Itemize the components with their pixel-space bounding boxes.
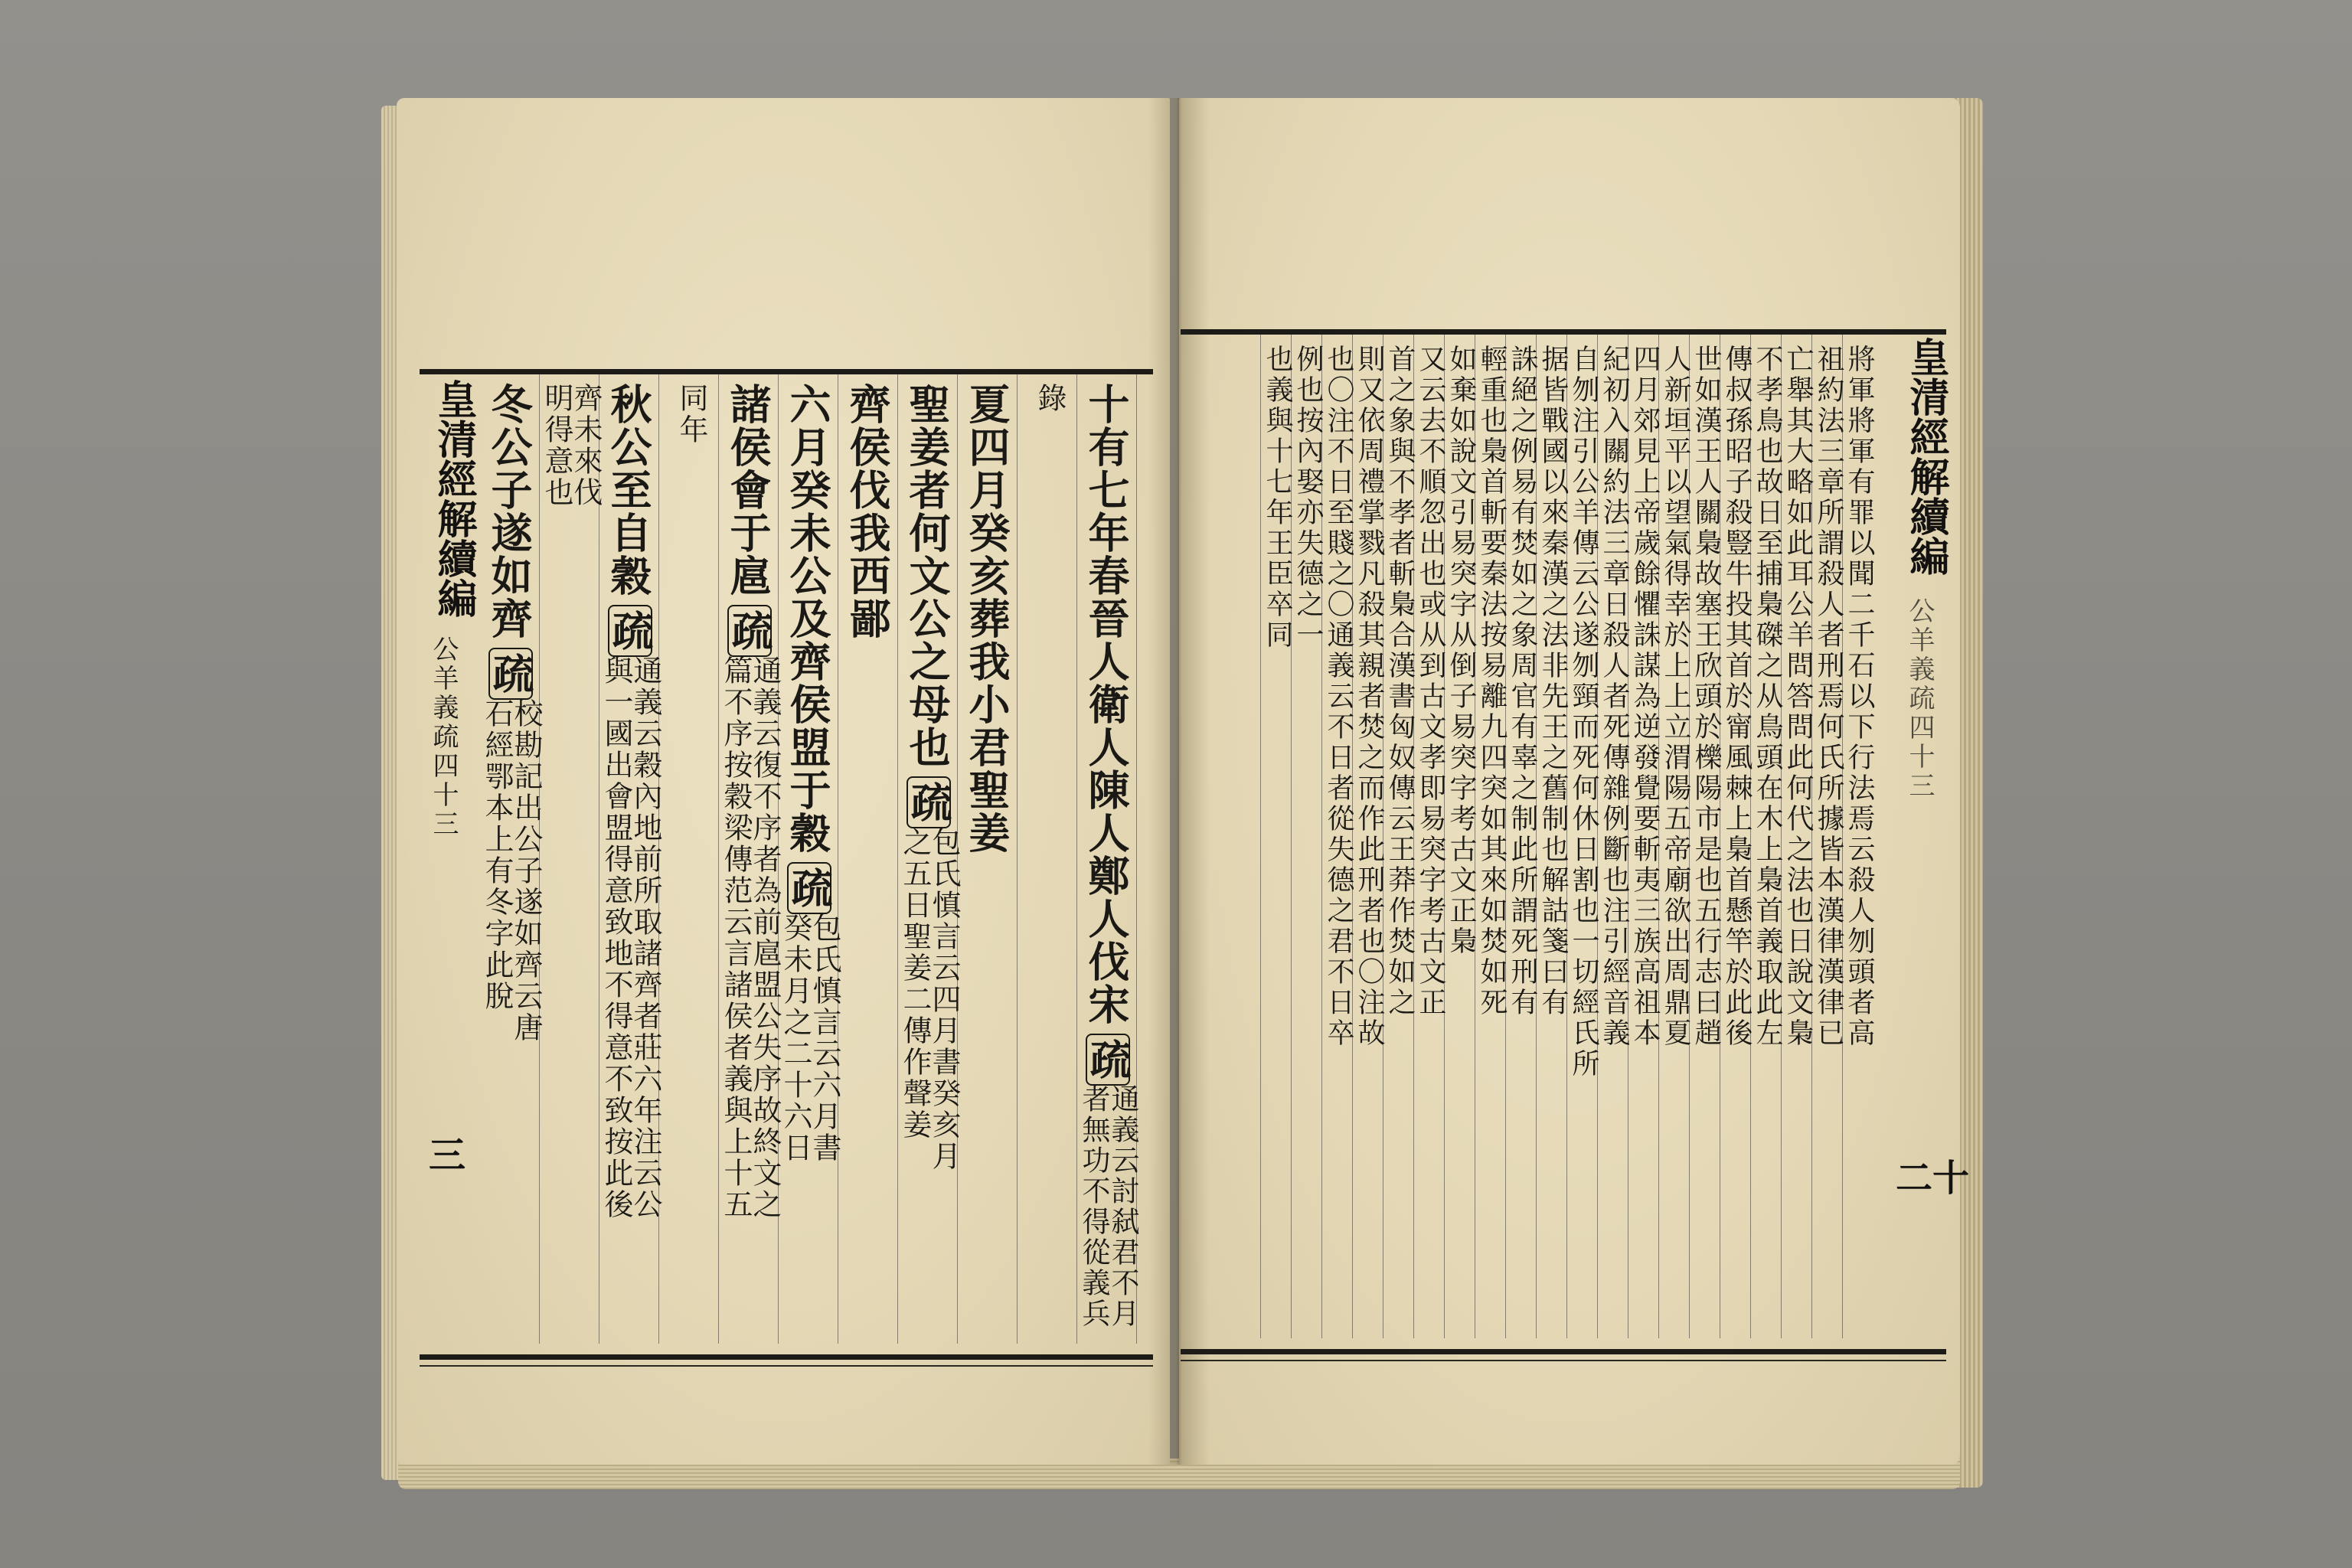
commentary-text: 之五日聖姜二傳作聲姜 <box>898 827 932 1141</box>
commentary-text-column: 也義與十七年王臣卒同 <box>1262 345 1293 651</box>
commentary-text: 石經鄂本上有冬字此脫 <box>480 698 514 1012</box>
main-text-column: 諸侯會于扈 <box>724 383 773 597</box>
commentary-text-column: 如棄如說文引易突字从倒子易突字考古文正梟 <box>1446 345 1477 957</box>
commentary-marker <box>727 602 772 660</box>
column-rule <box>1017 374 1018 1344</box>
commentary-text-column: 据皆戰國以來秦漢之法非先王之舊制也解詁箋曰有 <box>1537 345 1569 1018</box>
main-text-column: 秋公至自穀 <box>604 383 653 597</box>
main-text-column: 十有七年春晉人衛人陳人鄭人伐宋 <box>1082 383 1131 1026</box>
commentary-text-column: 四月郊見上帝歲餘懼誅謀為逆發覺要斬夷三族高祖本 <box>1629 345 1661 1049</box>
commentary-text-column: 祖約法三章所謂殺人者刑焉何氏所據皆本漢律漢律已 <box>1813 345 1844 1049</box>
commentary-text: 者無功不得從義兵 <box>1077 1084 1110 1329</box>
commentary-text: 癸未月之二十六日 <box>779 913 812 1164</box>
commentary-text-column: 也〇注不日至賤之〇通義云不日者從失德之君不日卒 <box>1323 345 1354 1049</box>
commentary-text-column: 世如漢王人關梟故塞王欣頭於櫟陽市是也五行志曰趙 <box>1690 345 1722 1049</box>
commentary-text-column: 例也按內娶亦失德之一 <box>1292 345 1324 651</box>
commentary-text: 篇不序按穀梁傳范云言諸侯者義與上十五 <box>719 655 753 1220</box>
commentary-tag: 疏 <box>608 605 652 657</box>
commentary-text: 包氏慎言云六月書 <box>808 913 841 1164</box>
commentary-text: 校勘記出公子遂如齊云唐 <box>509 698 543 1044</box>
commentary-tag: 疏 <box>906 776 951 828</box>
commentary-text: 錄 <box>1033 383 1067 414</box>
main-text-column: 聖姜者何文公之母也 <box>903 383 952 769</box>
left-center-title: 皇清經解續編 <box>430 379 477 618</box>
commentary-marker <box>785 859 834 917</box>
main-text-column: 齊侯伐我西鄙 <box>843 383 892 640</box>
commentary-text: 同年 <box>675 383 708 446</box>
commentary-marker <box>488 645 533 703</box>
commentary-tag: 疏 <box>1086 1034 1130 1086</box>
left-center-subtitle: 公羊義疏四十三 <box>428 635 459 839</box>
column-rule <box>1260 335 1261 1338</box>
commentary-text-column: 則又依周禮掌戮凡殺其親者焚之而作此刑者也〇注故 <box>1354 345 1385 1049</box>
commentary-text-column: 紀初入關約法三章日殺人者死傳雜例斷也注引經音義 <box>1599 345 1630 1049</box>
commentary-text-column: 自刎注引公羊傳云公遂刎頸而死何休日割也一切經氏所 <box>1568 345 1599 1080</box>
commentary-text: 通義云復不序者為前扈盟公失序故終文之 <box>748 655 782 1220</box>
commentary-text: 齊未來伐 <box>569 383 603 508</box>
main-text-column: 六月癸未公及齊侯盟于穀 <box>783 383 832 854</box>
commentary-marker <box>906 773 951 831</box>
commentary-text-column: 不孝鳥也故日至捕梟磔之从鳥頭在木上梟首義取此左 <box>1752 345 1783 1049</box>
commentary-text: 通義云討弑君不月 <box>1106 1084 1139 1329</box>
commentary-text-column: 將軍將軍有罪以聞二千石以下行法焉云殺人刎頭者高 <box>1844 345 1875 1049</box>
commentary-text-column: 輕重也梟首斬要秦法按易離九四突如其來如焚如死 <box>1476 345 1508 1018</box>
commentary-marker <box>1083 1031 1132 1089</box>
commentary-text: 包氏慎言云四月書癸亥月 <box>927 827 961 1172</box>
commentary-text-column: 誅絕之例易有焚如之象周官有辜之制此所謂死刑有 <box>1507 345 1538 1018</box>
right-page-number: 二十 <box>1896 1157 1970 1200</box>
main-text-column: 冬公子遂如齊 <box>485 383 534 640</box>
commentary-tag: 疏 <box>488 648 533 700</box>
commentary-marker <box>606 602 655 660</box>
commentary-text: 通義云穀內地前所取諸齊者莊六年注云公 <box>629 655 662 1220</box>
commentary-text-column: 傳叔孫昭子殺豎牛投其首於甯風棘上梟首懸竿於此後 <box>1721 345 1753 1049</box>
commentary-text: 與一國出會盟得意致地不得意不致按此後 <box>599 655 633 1220</box>
commentary-text-column: 又云去不順忽出也或从到古文孝即易突字考古文正 <box>1415 345 1446 1018</box>
commentary-text-column: 亡舉其大略如此耳公羊問答問此何代之法也日說文梟 <box>1782 345 1814 1049</box>
main-text-column: 夏四月癸亥葬我小君聖姜 <box>962 383 1011 854</box>
commentary-tag: 疏 <box>787 862 831 914</box>
left-page-number: 三 <box>429 1134 466 1177</box>
right-center-title: 皇清經解續編 <box>1903 337 1949 576</box>
commentary-text-column: 首之象與不孝者斬梟合漢書匈奴傳云王莽作焚如之 <box>1384 345 1416 1018</box>
commentary-text-column: 人新垣平以望氣得幸於上上立渭陽五帝廟欲出周鼎夏 <box>1660 345 1691 1049</box>
commentary-tag: 疏 <box>727 605 772 657</box>
commentary-text: 明得意也 <box>540 383 573 508</box>
right-center-subtitle: 公羊義疏四十三 <box>1904 597 1935 801</box>
